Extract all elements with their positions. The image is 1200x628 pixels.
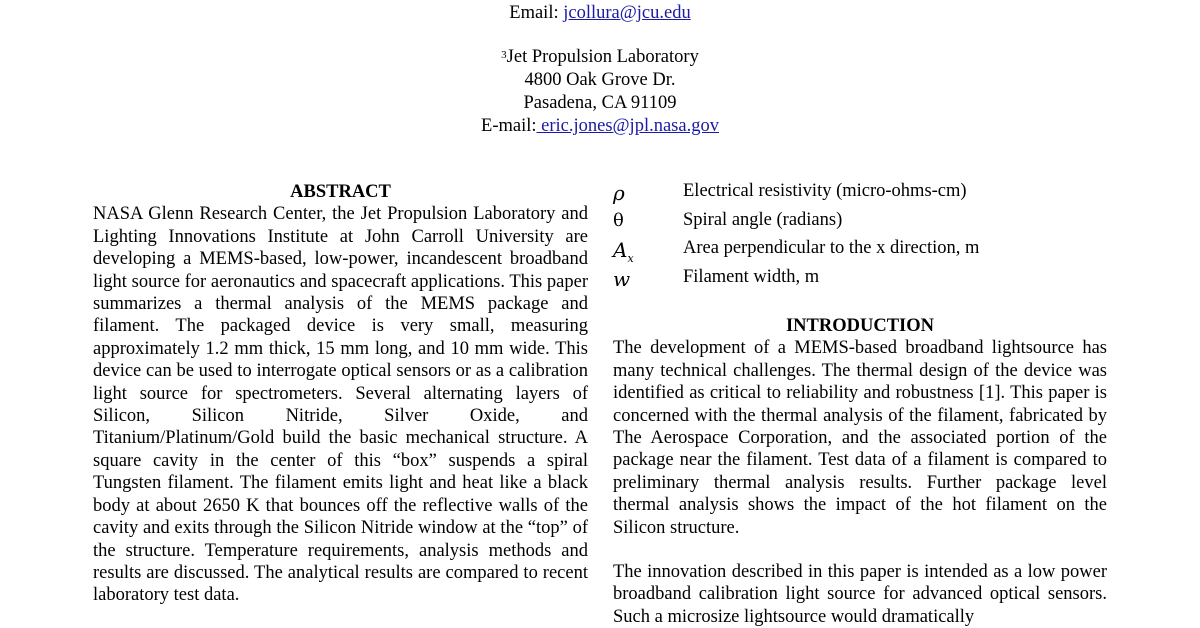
introduction-paragraph-2: The innovation described in this paper is intended as a low power broadband calibration light source for advanced optical sensors. Such a microsize lightsource would dramatically xyxy=(613,562,1107,627)
nomenclature-description: Spiral angle (radians) xyxy=(683,210,843,230)
symbol-rho: ρ xyxy=(613,181,625,205)
symbol-area: $A_x$ xyxy=(613,238,634,265)
abstract-heading: ABSTRACT xyxy=(290,182,391,202)
address-line-2: Pasadena, CA 91109 xyxy=(523,93,677,113)
affiliation-line xyxy=(0,46,1200,68)
affiliation-name: Jet Propulsion Laboratory xyxy=(506,47,699,67)
email2-line xyxy=(0,115,1200,137)
introduction-paragraph-1: The development of a MEMS-based broadband lightsource has many technical challenges. The thermal design of the device was identified as critical to reliability and robustness [1]. This paper is concerned with the thermal analysis of the filament, fabricated by The Aerospace Corporation, and the associated portion of the package near the filament. Test data of a filament is compared to preliminary thermal analysis results. Further package level thermal analysis shows the impact of the hot filament on the Silicon structure. xyxy=(613,338,1107,538)
nomenclature-description: Filament width, m xyxy=(683,267,820,287)
affiliation-superscript: 3 xyxy=(501,49,507,61)
email-label: Email: xyxy=(509,3,559,23)
introduction-section xyxy=(613,315,1107,628)
email2-label: E-mail: xyxy=(481,116,537,136)
abstract-text: NASA Glenn Research Center, the Jet Propulsion Laboratory and Lighting Innovations Institute at John Carroll University are developing a MEMS-based, low-power, incandescent broadband light source for aeronautics and spacecraft applications. This paper summarizes a thermal analysis of the MEMS package and filament. The packaged device is very small, measuring approximately 1.2 mm thick, 15 mm long, and 10 mm wide. This device can be used to interrogate optical sensors or as a calibration light source for spectrometers. Several alternating layers of Silicon, Silicon Nitride, Silver Oxide, and Titanium/Platinum/Gold build the basic mechanical structure. A square cavity in the center of this “box” suspends a spiral Tungsten filament. The filament emits light and heat like a black body at about 2650 K that bounces off the reflective walls of the cavity and exits through the Silicon Nitride window at the “top” of the structure. Temperature requirements, analysis methods and results are discussed. The analytical results are compared to recent laboratory test data. xyxy=(93,204,588,606)
abstract-section xyxy=(93,181,588,607)
email2-link[interactable]: eric.jones@jpl.nasa.gov xyxy=(536,116,719,136)
address-line-1: 4800 Oak Grove Dr. xyxy=(524,70,676,90)
nomenclature-description: Area perpendicular to the x direction, m xyxy=(683,238,980,258)
nomenclature-description: Electrical resistivity (micro-ohms-cm) xyxy=(683,181,967,201)
email-link[interactable]: jcollura@jcu.edu xyxy=(563,3,691,23)
symbol-width: w xyxy=(613,267,631,291)
introduction-heading: INTRODUCTION xyxy=(785,316,935,336)
author-email-line xyxy=(0,2,1200,24)
symbol-theta: θ xyxy=(613,210,624,231)
